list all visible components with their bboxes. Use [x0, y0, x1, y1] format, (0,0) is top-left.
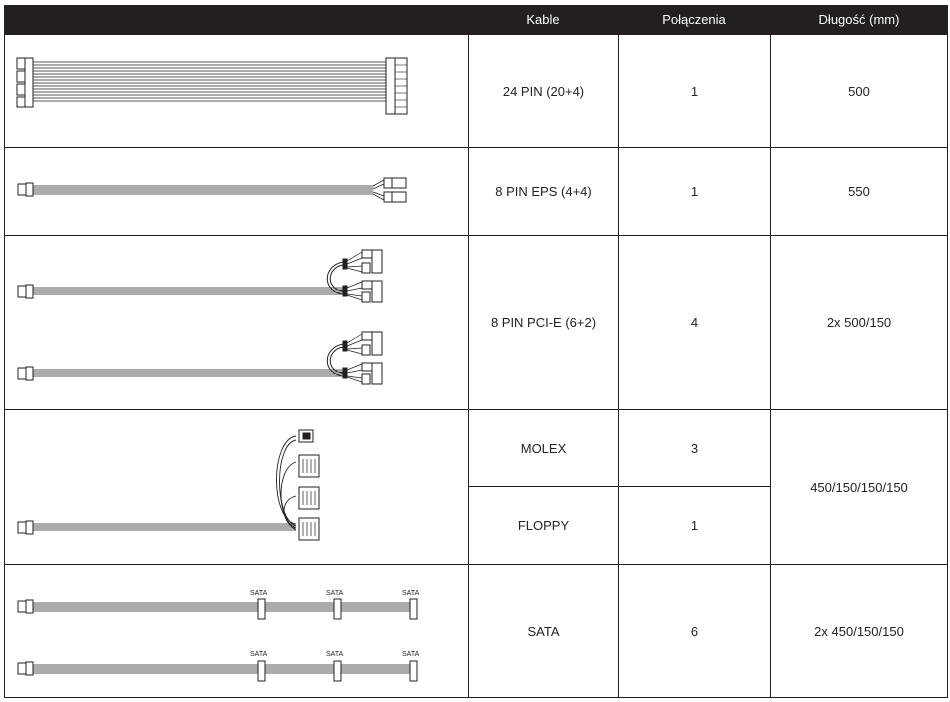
sata-label: SATA [250, 590, 268, 597]
sata-label: SATA [402, 651, 420, 658]
cable-name: MOLEX [520, 440, 567, 456]
cable-name: FLOPPY [517, 518, 570, 533]
cable-name: SATA [527, 623, 560, 639]
molex-floppy-cable-icon [18, 430, 319, 540]
24-pin-cable-icon [17, 58, 407, 114]
connections-count: 1 [690, 184, 699, 199]
cable-length: 500 [848, 83, 870, 99]
header-connections: Połączenia [662, 12, 726, 27]
cable-length: 450/150/150/150 [810, 479, 908, 495]
sata-label: SATA [250, 651, 268, 658]
header-length: Długość (mm) [818, 12, 900, 27]
cable-length: 2x 500/150 [826, 315, 892, 330]
cable-name: 8 PIN EPS (4+4) [495, 184, 592, 199]
sata-label: SATA [326, 651, 344, 658]
header-cables: Kable [526, 12, 560, 27]
connections-count: 1 [690, 518, 699, 533]
sata-label: SATA [402, 590, 420, 597]
cable-name: 24 PIN (20+4) [502, 83, 585, 99]
connections-count: 4 [690, 315, 699, 330]
connections-count: 3 [690, 440, 699, 456]
sata-label: SATA [326, 590, 344, 597]
8-pin-eps-cable-icon [18, 178, 406, 202]
8-pin-pcie-cable-icon [18, 250, 382, 384]
connections-count: 1 [690, 83, 699, 99]
cable-name: 8 PIN PCI-E (6+2) [490, 315, 597, 330]
sata-cable-icon [18, 599, 417, 681]
cable-length: 550 [848, 184, 870, 199]
connections-count: 6 [690, 623, 699, 639]
cable-length: 2x 450/150/150 [814, 623, 904, 639]
